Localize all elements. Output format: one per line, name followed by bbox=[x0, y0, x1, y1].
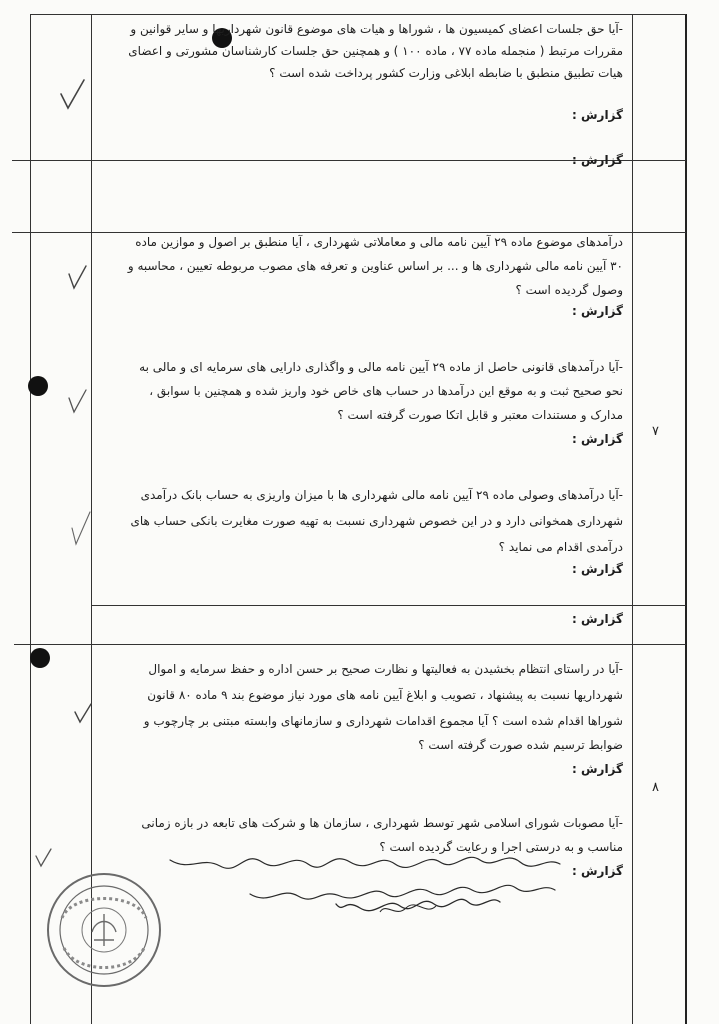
question-7-line: ضوابط ترسیم شده صورت گرفته است ؟ bbox=[418, 738, 623, 752]
checkmark-icon bbox=[58, 78, 88, 112]
question-4-line: -آیا درآمدهای قانونی حاصل از ماده ۲۹ آیین نامه مالی و واگذاری دارایی های سرمایه ای و مالی به bbox=[139, 360, 623, 374]
question-1-line: مقررات مرتبط ( منجمله ماده ۷۷ ، ماده ۱۰۰ ) و همچنین حق جلسات کارشناسان مشورتی و اعضای bbox=[128, 44, 623, 58]
row-divider bbox=[30, 14, 686, 15]
official-stamp-seal bbox=[44, 870, 164, 990]
row-divider bbox=[14, 644, 686, 645]
checkmark-icon bbox=[70, 510, 92, 548]
question-7-line: شهرداریها نسبت به پیشنهاد ، تصویب و ابلاغ آیین نامه های مورد نیاز موضوع بند ۹ ماده ۸۰ قانون bbox=[147, 688, 623, 702]
question-7-line: -آیا در راستای انتظام بخشیدن به فعالیتها و نظارت صحیح بر حسن اداره و حفظ سرمایه و اموال bbox=[148, 662, 623, 676]
row-number-8: ۸ bbox=[652, 780, 659, 795]
question-3-line: درآمدهای موضوع ماده ۲۹ آیین نامه مالی و معاملاتی شهرداری ، آیا منطبق بر اصول و موازین ماده bbox=[135, 235, 623, 249]
question-5-line: -آیا درآمدهای وصولی ماده ۲۹ آیین نامه مالی شهرداری ها با میزان واریزی به حساب بانک درآمدی bbox=[140, 488, 623, 502]
question-4-line: نحو صحیح ثبت و به موقع این درآمدها در حساب های خاص خود واریز شده و همچنین با سوابق ، bbox=[149, 384, 623, 398]
checkmark-icon bbox=[72, 700, 94, 726]
binder-hole bbox=[30, 648, 50, 668]
checkmark-icon bbox=[66, 262, 90, 292]
question-8-line: -آیا مصوبات شورای اسلامی شهر توسط شهرداری ، سازمان ها و شرکت های تابعه در بازه زمانی bbox=[141, 816, 623, 830]
report-label: گزارش : bbox=[572, 153, 623, 167]
question-5-line: درآمدی اقدام می نماید ؟ bbox=[498, 540, 623, 554]
question-4-line: مدارک و مستندات معتبر و قابل اتکا صورت گرفته است ؟ bbox=[337, 408, 623, 422]
content-column-divider bbox=[632, 14, 633, 1024]
binder-hole bbox=[28, 376, 48, 396]
row-divider bbox=[91, 605, 686, 606]
row-number-7: ۷ bbox=[652, 424, 659, 439]
question-3-line: وصول گردیده است ؟ bbox=[515, 283, 623, 297]
question-7-line: شوراها اقدام شده است ؟ آیا مجموع اقدامات شهرداری و سازمانهای وابسته مبتنی بر چارچوب و bbox=[143, 714, 623, 728]
question-1-line: هیات تطبیق منطبق با ضابطه ابلاغی وزارت کشور پرداخت شده است ؟ bbox=[269, 66, 623, 80]
question-8-line: مناسب و به درستی اجرا و رعایت گردیده است ؟ bbox=[379, 840, 623, 854]
report-label: گزارش : bbox=[572, 108, 623, 122]
table-right-border bbox=[685, 14, 687, 1024]
checkmark-icon bbox=[66, 386, 90, 416]
report-label: گزارش : bbox=[572, 304, 623, 318]
report-label: گزارش : bbox=[572, 432, 623, 446]
signature bbox=[330, 888, 510, 928]
report-label: گزارش : bbox=[572, 864, 623, 878]
question-5-line: شهرداری همخوانی دارد و در این خصوص شهرداری نسبت به تهیه صورت مغایرت بانکی حساب های bbox=[130, 514, 623, 528]
question-1-line: -آیا حق جلسات اعضای کمیسیون ها ، شوراها و هیات های موضوع قانون شهرداریها و سایر قوانین و bbox=[130, 22, 623, 36]
checkmark-icon bbox=[34, 846, 54, 870]
report-label: گزارش : bbox=[572, 612, 623, 626]
report-label: گزارش : bbox=[572, 762, 623, 776]
table-left-border bbox=[30, 14, 31, 1024]
report-label: گزارش : bbox=[572, 562, 623, 576]
question-3-line: ۳۰ آیین نامه مالی شهرداری ها و ... بر اساس عناوین و تعرفه های مصوب مربوطه تعیین ، محاسبه و bbox=[127, 259, 623, 273]
